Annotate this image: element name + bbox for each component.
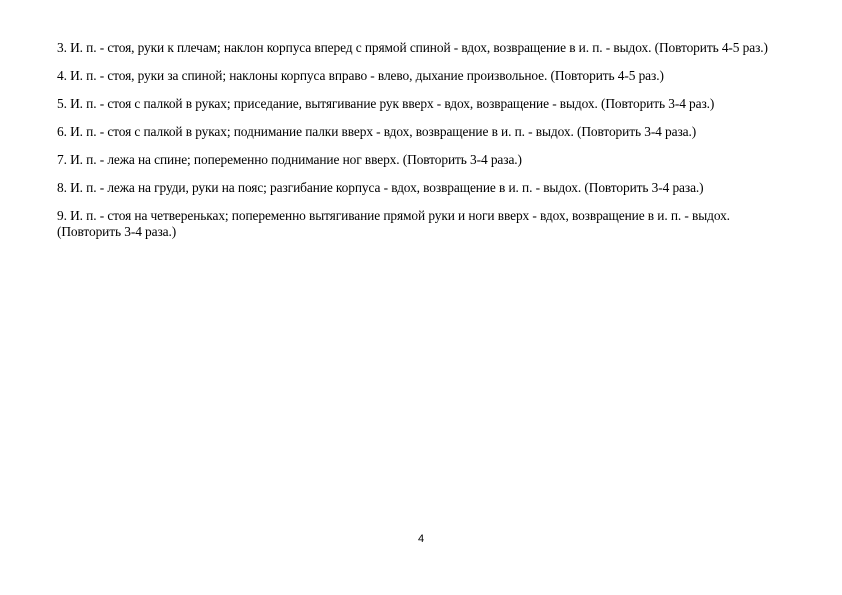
exercise-item-7: 7. И. п. - лежа на спине; попеременно поднимание ног вверх. (Повторить 3-4 раза.) <box>57 152 522 167</box>
exercise-item-3: 3. И. п. - стоя, руки к плечам; наклон корпуса вперед с прямой спиной - вдох, возвращение в и. п. - выдох. (Повторить 4-5 раз.) <box>57 40 768 55</box>
exercise-list <box>57 40 792 252</box>
exercise-item-6: 6. И. п. - стоя с палкой в руках; поднимание палки вверх - вдох, возвращение в и. п. - выдох. (Повторить 3-4 раза.) <box>57 124 697 139</box>
exercise-item-5: 5. И. п. - стоя с палкой в руках; приседание, вытягивание рук вверх - вдох, возвращение - выдох. (Повторить 3-4 раз.) <box>57 96 715 111</box>
page-number: 4 <box>417 533 425 545</box>
exercise-item-4: 4. И. п. - стоя, руки за спиной; наклоны корпуса вправо - влево, дыхание произвольное. (Повторить 4-5 раз.) <box>57 68 664 83</box>
exercise-item-8: 8. И. п. - лежа на груди, руки на пояс; разгибание корпуса - вдох, возвращение в и. п. - выдох. (Повторить 3-4 раза.) <box>57 180 704 195</box>
exercise-item-9: 9. И. п. - стоя на четвереньках; попеременно вытягивание прямой руки и ноги вверх - вдох, возвращение в и. п. - выдох. (Повторить 3-4 раза.) <box>57 208 730 239</box>
